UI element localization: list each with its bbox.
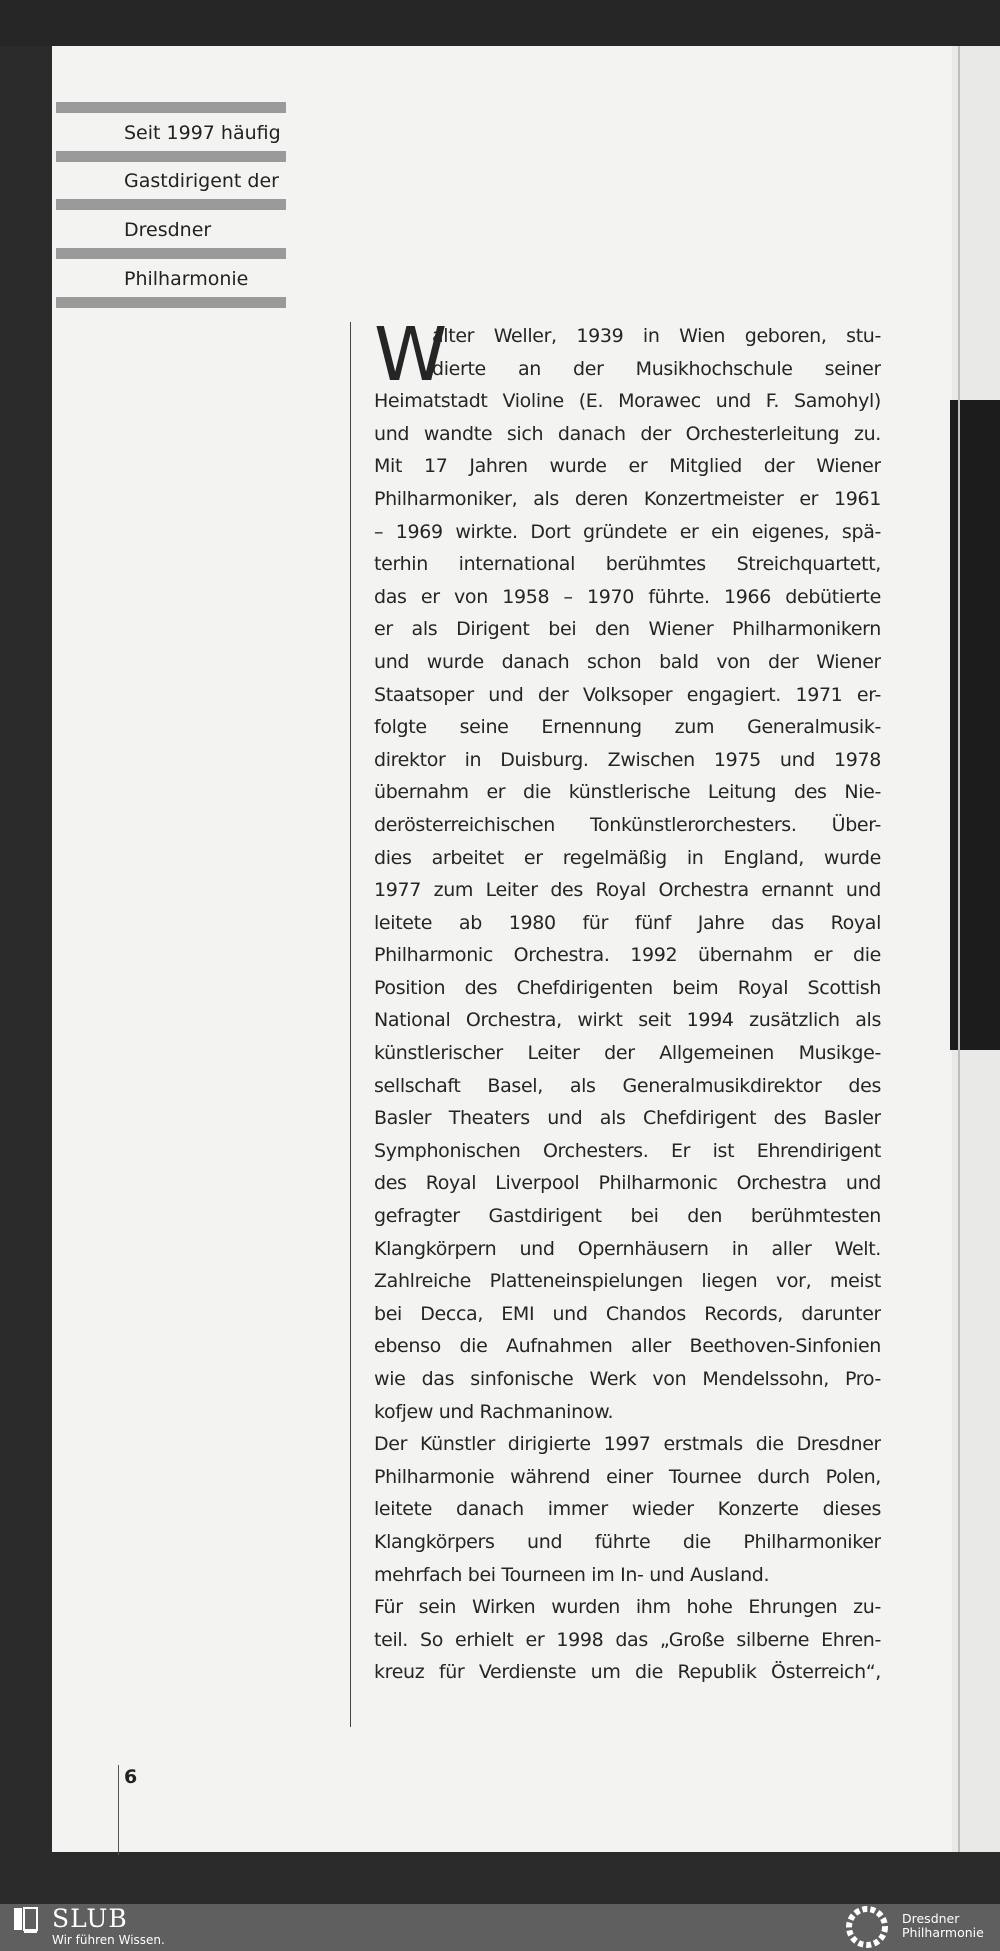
text-line: Staatsoper und der Volksoper engagiert. 1971 er- bbox=[374, 683, 881, 706]
sidebar-stripe bbox=[56, 199, 286, 210]
text-line: leitete ab 1980 für fünf Jahre das Royal bbox=[374, 911, 881, 934]
library-tagline: Wir führen Wissen. bbox=[52, 1933, 165, 1947]
library-name[interactable]: SLUB bbox=[52, 1904, 128, 1933]
text-line: – 1969 wirkte. Dort gründete er ein eigenes, spä- bbox=[374, 520, 881, 543]
text-line: Klangkörpers und führte die Philharmoniker bbox=[374, 1530, 881, 1553]
page-number-rule bbox=[118, 1765, 119, 1855]
text-line: Philharmoniker, als deren Konzertmeister er 1961 bbox=[374, 487, 881, 510]
sidebar-stripe bbox=[56, 151, 286, 162]
text-line: kreuz für Verdienste um die Republik Österreich“, bbox=[374, 1661, 881, 1684]
column-rule bbox=[350, 322, 351, 1727]
partner-name-line-1: Dresdner bbox=[902, 1911, 960, 1926]
text-line: künstlerischer Leiter der Allgemeinen Musikge- bbox=[374, 1042, 881, 1065]
text-line: Philharmonic Orchestra. 1992 übernahm er die bbox=[374, 944, 881, 967]
text-line: Basler Theaters und als Chefdirigent des Basler bbox=[374, 1107, 881, 1130]
text-line: dierte an der Musikhochschule seiner bbox=[432, 357, 881, 380]
text-line: kofjew und Rachmaninow. bbox=[374, 1400, 614, 1423]
text-line: alter Weller, 1939 in Wien geboren, stu- bbox=[432, 325, 881, 347]
text-line: sellschaft Basel, als Generalmusikdirektor des bbox=[374, 1074, 881, 1097]
text-line: teil. So erhielt er 1998 das „Große silberne Ehren- bbox=[374, 1628, 881, 1651]
sidebar-line-2: Gastdirigent der bbox=[124, 170, 279, 192]
text-line: Der Künstler dirigierte 1997 erstmals die Dresdner bbox=[374, 1433, 881, 1456]
partner-name bbox=[902, 1912, 984, 1940]
text-line: übernahm er die künstlerische Leitung des Nie- bbox=[374, 781, 881, 804]
drop-cap: W bbox=[374, 312, 448, 398]
text-line: derösterreichischen Tonkünstlerorchesters. Über- bbox=[374, 813, 881, 836]
text-line: leitete danach immer wieder Konzerte dieses bbox=[374, 1498, 881, 1521]
text-line: Klangkörpern und Opernhäusern in aller Welt. bbox=[374, 1237, 881, 1260]
sidebar-line-3: Dresdner bbox=[124, 219, 212, 241]
sidebar-stripe bbox=[56, 297, 286, 308]
text-line: Für sein Wirken wurden ihm hohe Ehrungen zu- bbox=[374, 1596, 881, 1619]
sidebar-stripe bbox=[56, 102, 286, 113]
text-line: dies arbeitet er regelmäßig in England, wurde bbox=[374, 846, 881, 869]
text-line: und wandte sich danach der Orchesterleitung zu. bbox=[374, 422, 881, 445]
partner-name-line-2: Philharmonie bbox=[902, 1925, 984, 1940]
sidebar-stripe bbox=[56, 248, 286, 259]
text-line: Heimatstadt Violine (E. Morawec und F. Samohyl) bbox=[374, 390, 881, 413]
text-line: terhin international berühmtes Streichquartett, bbox=[374, 553, 881, 576]
text-line: das er von 1958 – 1970 führte. 1966 debütierte bbox=[374, 585, 881, 608]
text-line: Philharmonie während einer Tournee durch Polen, bbox=[374, 1465, 881, 1488]
text-line: National Orchestra, wirkt seit 1994 zusätzlich als bbox=[374, 1009, 881, 1032]
text-line: Symphonischen Orchesters. Er ist Ehrendirigent bbox=[374, 1139, 881, 1162]
sidebar-line-4: Philharmonie bbox=[124, 268, 249, 290]
text-line: folgte seine Ernennung zum Generalmusik- bbox=[374, 716, 881, 739]
page-gutter bbox=[958, 46, 960, 1852]
text-line: direktor in Duisburg. Zwischen 1975 und 1978 bbox=[374, 748, 881, 771]
text-line: Zahlreiche Platteneinspielungen liegen vor, meist bbox=[374, 1270, 881, 1293]
sidebar-line-1: Seit 1997 häufig bbox=[124, 122, 281, 144]
scan-frame-top bbox=[0, 0, 1000, 46]
text-line: wie das sinfonische Werk von Mendelssohn, Pro- bbox=[374, 1368, 881, 1390]
text-line: mehrfach bei Tourneen im In- und Ausland. bbox=[374, 1563, 770, 1586]
text-line: bei Decca, EMI und Chandos Records, darunter bbox=[374, 1302, 881, 1325]
biography-text bbox=[374, 312, 881, 1689]
text-line: 1977 zum Leiter des Royal Orchestra ernannt und bbox=[374, 879, 881, 902]
text-line: des Royal Liverpool Philharmonic Orchestra und bbox=[374, 1172, 881, 1195]
text-line: Position des Chefdirigenten beim Royal Scottish bbox=[374, 976, 881, 999]
text-line: er als Dirigent bei den Wiener Philharmonikern bbox=[374, 618, 881, 641]
text-line: Mit 17 Jahren wurde er Mitglied der Wiener bbox=[374, 455, 881, 478]
text-line: ebenso die Aufnahmen aller Beethoven-Sinfonien bbox=[374, 1335, 881, 1358]
text-line: gefragter Gastdirigent bei den berühmtesten bbox=[374, 1205, 881, 1228]
slub-book-icon[interactable] bbox=[13, 1906, 39, 1934]
text-line: und wurde danach schon bald von der Wiener bbox=[374, 650, 881, 673]
dresdner-philharmonie-logo[interactable] bbox=[840, 1905, 894, 1949]
page-number: 6 bbox=[124, 1766, 138, 1788]
